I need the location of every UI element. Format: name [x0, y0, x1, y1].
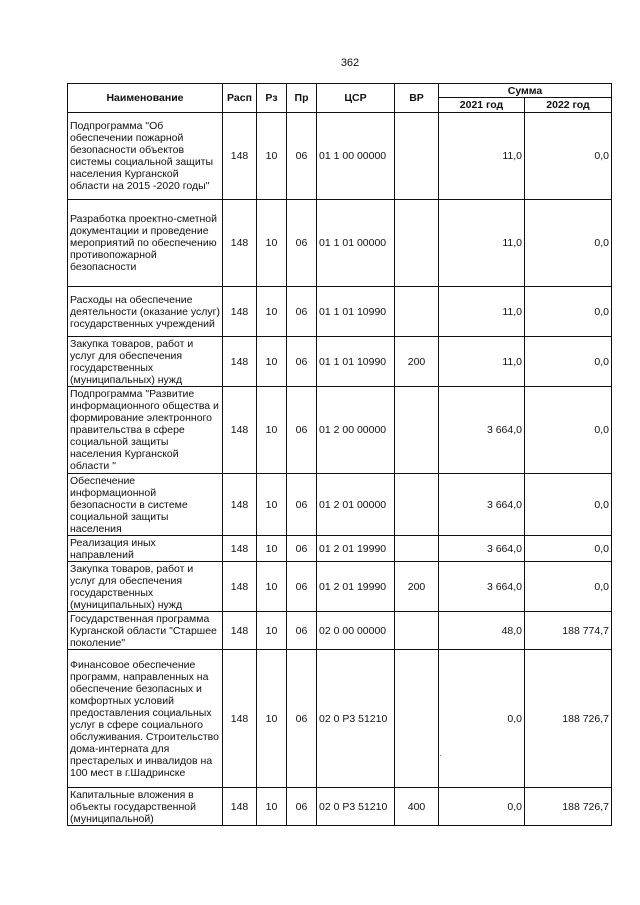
- cell-rz: 10: [257, 612, 287, 650]
- budget-table: [67, 83, 612, 826]
- header-vr: ВР: [395, 84, 439, 113]
- table-header: [68, 84, 612, 113]
- cell-name: Реализация иных направлений: [68, 536, 223, 562]
- cell-sum-2022: 188 726,7: [525, 650, 612, 788]
- header-summa: Сумма: [439, 84, 612, 98]
- cell-pr: 06: [287, 200, 317, 287]
- cell-csr: 02 0 00 00000: [317, 612, 395, 650]
- cell-csr: 01 2 01 19990: [317, 536, 395, 562]
- page-number: 362: [340, 57, 360, 69]
- cell-sum-2022: 0,0: [525, 113, 612, 200]
- cell-rz: 10: [257, 287, 287, 337]
- cell-name: Финансовое обеспечение программ, направленных на обеспечение безопасных и комфортных условий предоставления социальных услуг в сфере социального обслуживания. Строительство дома-интерната для престарелых и инвалидов на 100 мест в г.Шадринске: [68, 650, 223, 788]
- table-row: [68, 650, 612, 788]
- header-year-2021: 2021 год: [439, 98, 525, 113]
- cell-csr: 01 2 00 00000: [317, 387, 395, 474]
- cell-pr: 06: [287, 113, 317, 200]
- cell-rasp: 148: [223, 337, 257, 387]
- header-name: Наименование: [68, 84, 223, 113]
- cell-rasp: 148: [223, 200, 257, 287]
- cell-vr: 200: [395, 562, 439, 612]
- cell-csr: 02 0 P3 51210: [317, 650, 395, 788]
- cell-vr: [395, 200, 439, 287]
- cell-sum-2022: 0,0: [525, 562, 612, 612]
- cell-name: Закупка товаров, работ и услуг для обеспечения государственных (муниципальных) нужд: [68, 337, 223, 387]
- cell-sum-2021: 3 664,0: [439, 474, 525, 536]
- table-row: [68, 474, 612, 536]
- cell-rz: 10: [257, 387, 287, 474]
- cell-vr: 200: [395, 337, 439, 387]
- table-row: [68, 788, 612, 826]
- table-body: [68, 113, 612, 826]
- cell-csr: 01 1 01 00000: [317, 200, 395, 287]
- cell-rz: 10: [257, 650, 287, 788]
- cell-pr: 06: [287, 650, 317, 788]
- cell-rz: 10: [257, 536, 287, 562]
- cell-sum-2021: 0,0: [439, 650, 525, 788]
- cell-sum-2021: 11,0: [439, 287, 525, 337]
- cell-vr: [395, 612, 439, 650]
- cell-name: Закупка товаров, работ и услуг для обеспечения государственных (муниципальных) нужд: [68, 562, 223, 612]
- cell-rasp: 148: [223, 113, 257, 200]
- cell-sum-2021: 3 664,0: [439, 536, 525, 562]
- cell-rz: 10: [257, 337, 287, 387]
- header-rz: Рз: [257, 84, 287, 113]
- cell-vr: [395, 287, 439, 337]
- cell-rz: 10: [257, 474, 287, 536]
- cell-name: Государственная программа Курганской области "Старшее поколение": [68, 612, 223, 650]
- cell-rasp: 148: [223, 788, 257, 826]
- cell-pr: 06: [287, 562, 317, 612]
- cell-rz: 10: [257, 113, 287, 200]
- cell-vr: [395, 113, 439, 200]
- cell-csr: 01 1 01 10990: [317, 337, 395, 387]
- cell-csr: 01 1 00 00000: [317, 113, 395, 200]
- scan-speck: [440, 755, 441, 756]
- cell-name: Подпрограмма "Развитие информационного общества и формирование электронного правительства в сфере социальной защиты населения Курганской области ": [68, 387, 223, 474]
- cell-sum-2022: 0,0: [525, 200, 612, 287]
- cell-rasp: 148: [223, 287, 257, 337]
- cell-vr: [395, 536, 439, 562]
- cell-pr: 06: [287, 474, 317, 536]
- cell-csr: 01 1 01 10990: [317, 287, 395, 337]
- cell-csr: 02 0 P3 51210: [317, 788, 395, 826]
- cell-rasp: 148: [223, 536, 257, 562]
- cell-rz: 10: [257, 562, 287, 612]
- cell-sum-2022: 0,0: [525, 337, 612, 387]
- cell-name: Разработка проектно-сметной документации и проведение мероприятий по обеспечению противопожарной безопасности: [68, 200, 223, 287]
- cell-vr: [395, 387, 439, 474]
- cell-csr: 01 2 01 00000: [317, 474, 395, 536]
- table-row: [68, 387, 612, 474]
- cell-sum-2022: 188 774,7: [525, 612, 612, 650]
- cell-pr: 06: [287, 337, 317, 387]
- cell-csr: 01 2 01 19990: [317, 562, 395, 612]
- table-row: [68, 113, 612, 200]
- cell-rasp: 148: [223, 474, 257, 536]
- cell-rasp: 148: [223, 562, 257, 612]
- cell-rz: 10: [257, 788, 287, 826]
- cell-sum-2022: 0,0: [525, 287, 612, 337]
- cell-sum-2021: 11,0: [439, 200, 525, 287]
- cell-pr: 06: [287, 536, 317, 562]
- cell-sum-2021: 0,0: [439, 788, 525, 826]
- header-pr: Пр: [287, 84, 317, 113]
- table-row: [68, 337, 612, 387]
- cell-pr: 06: [287, 788, 317, 826]
- table-row: [68, 200, 612, 287]
- cell-rasp: 148: [223, 612, 257, 650]
- cell-sum-2021: 3 664,0: [439, 387, 525, 474]
- cell-sum-2021: 3 664,0: [439, 562, 525, 612]
- cell-name: Расходы на обеспечение деятельности (оказание услуг) государственных учреждений: [68, 287, 223, 337]
- table-row: [68, 612, 612, 650]
- cell-sum-2021: 48,0: [439, 612, 525, 650]
- cell-pr: 06: [287, 387, 317, 474]
- cell-rasp: 148: [223, 387, 257, 474]
- cell-pr: 06: [287, 612, 317, 650]
- table-row: [68, 562, 612, 612]
- cell-sum-2022: 0,0: [525, 387, 612, 474]
- table-row: [68, 287, 612, 337]
- cell-sum-2022: 188 726,7: [525, 788, 612, 826]
- cell-name: Капитальные вложения в объекты государственной (муниципальной): [68, 788, 223, 826]
- cell-sum-2021: 11,0: [439, 113, 525, 200]
- header-csr: ЦСР: [317, 84, 395, 113]
- header-rasp: Расп: [223, 84, 257, 113]
- cell-sum-2022: 0,0: [525, 474, 612, 536]
- table-row: [68, 536, 612, 562]
- cell-sum-2022: 0,0: [525, 536, 612, 562]
- cell-sum-2021: 11,0: [439, 337, 525, 387]
- cell-pr: 06: [287, 287, 317, 337]
- cell-vr: [395, 650, 439, 788]
- cell-rz: 10: [257, 200, 287, 287]
- cell-name: Подпрограмма "Об обеспечении пожарной безопасности объектов системы социальной защиты населения Курганской области на 2015 -2020 годы": [68, 113, 223, 200]
- cell-vr: 400: [395, 788, 439, 826]
- cell-vr: [395, 474, 439, 536]
- header-year-2022: 2022 год: [525, 98, 612, 113]
- cell-name: Обеспечение информационной безопасности в системе социальной защиты населения: [68, 474, 223, 536]
- cell-rasp: 148: [223, 650, 257, 788]
